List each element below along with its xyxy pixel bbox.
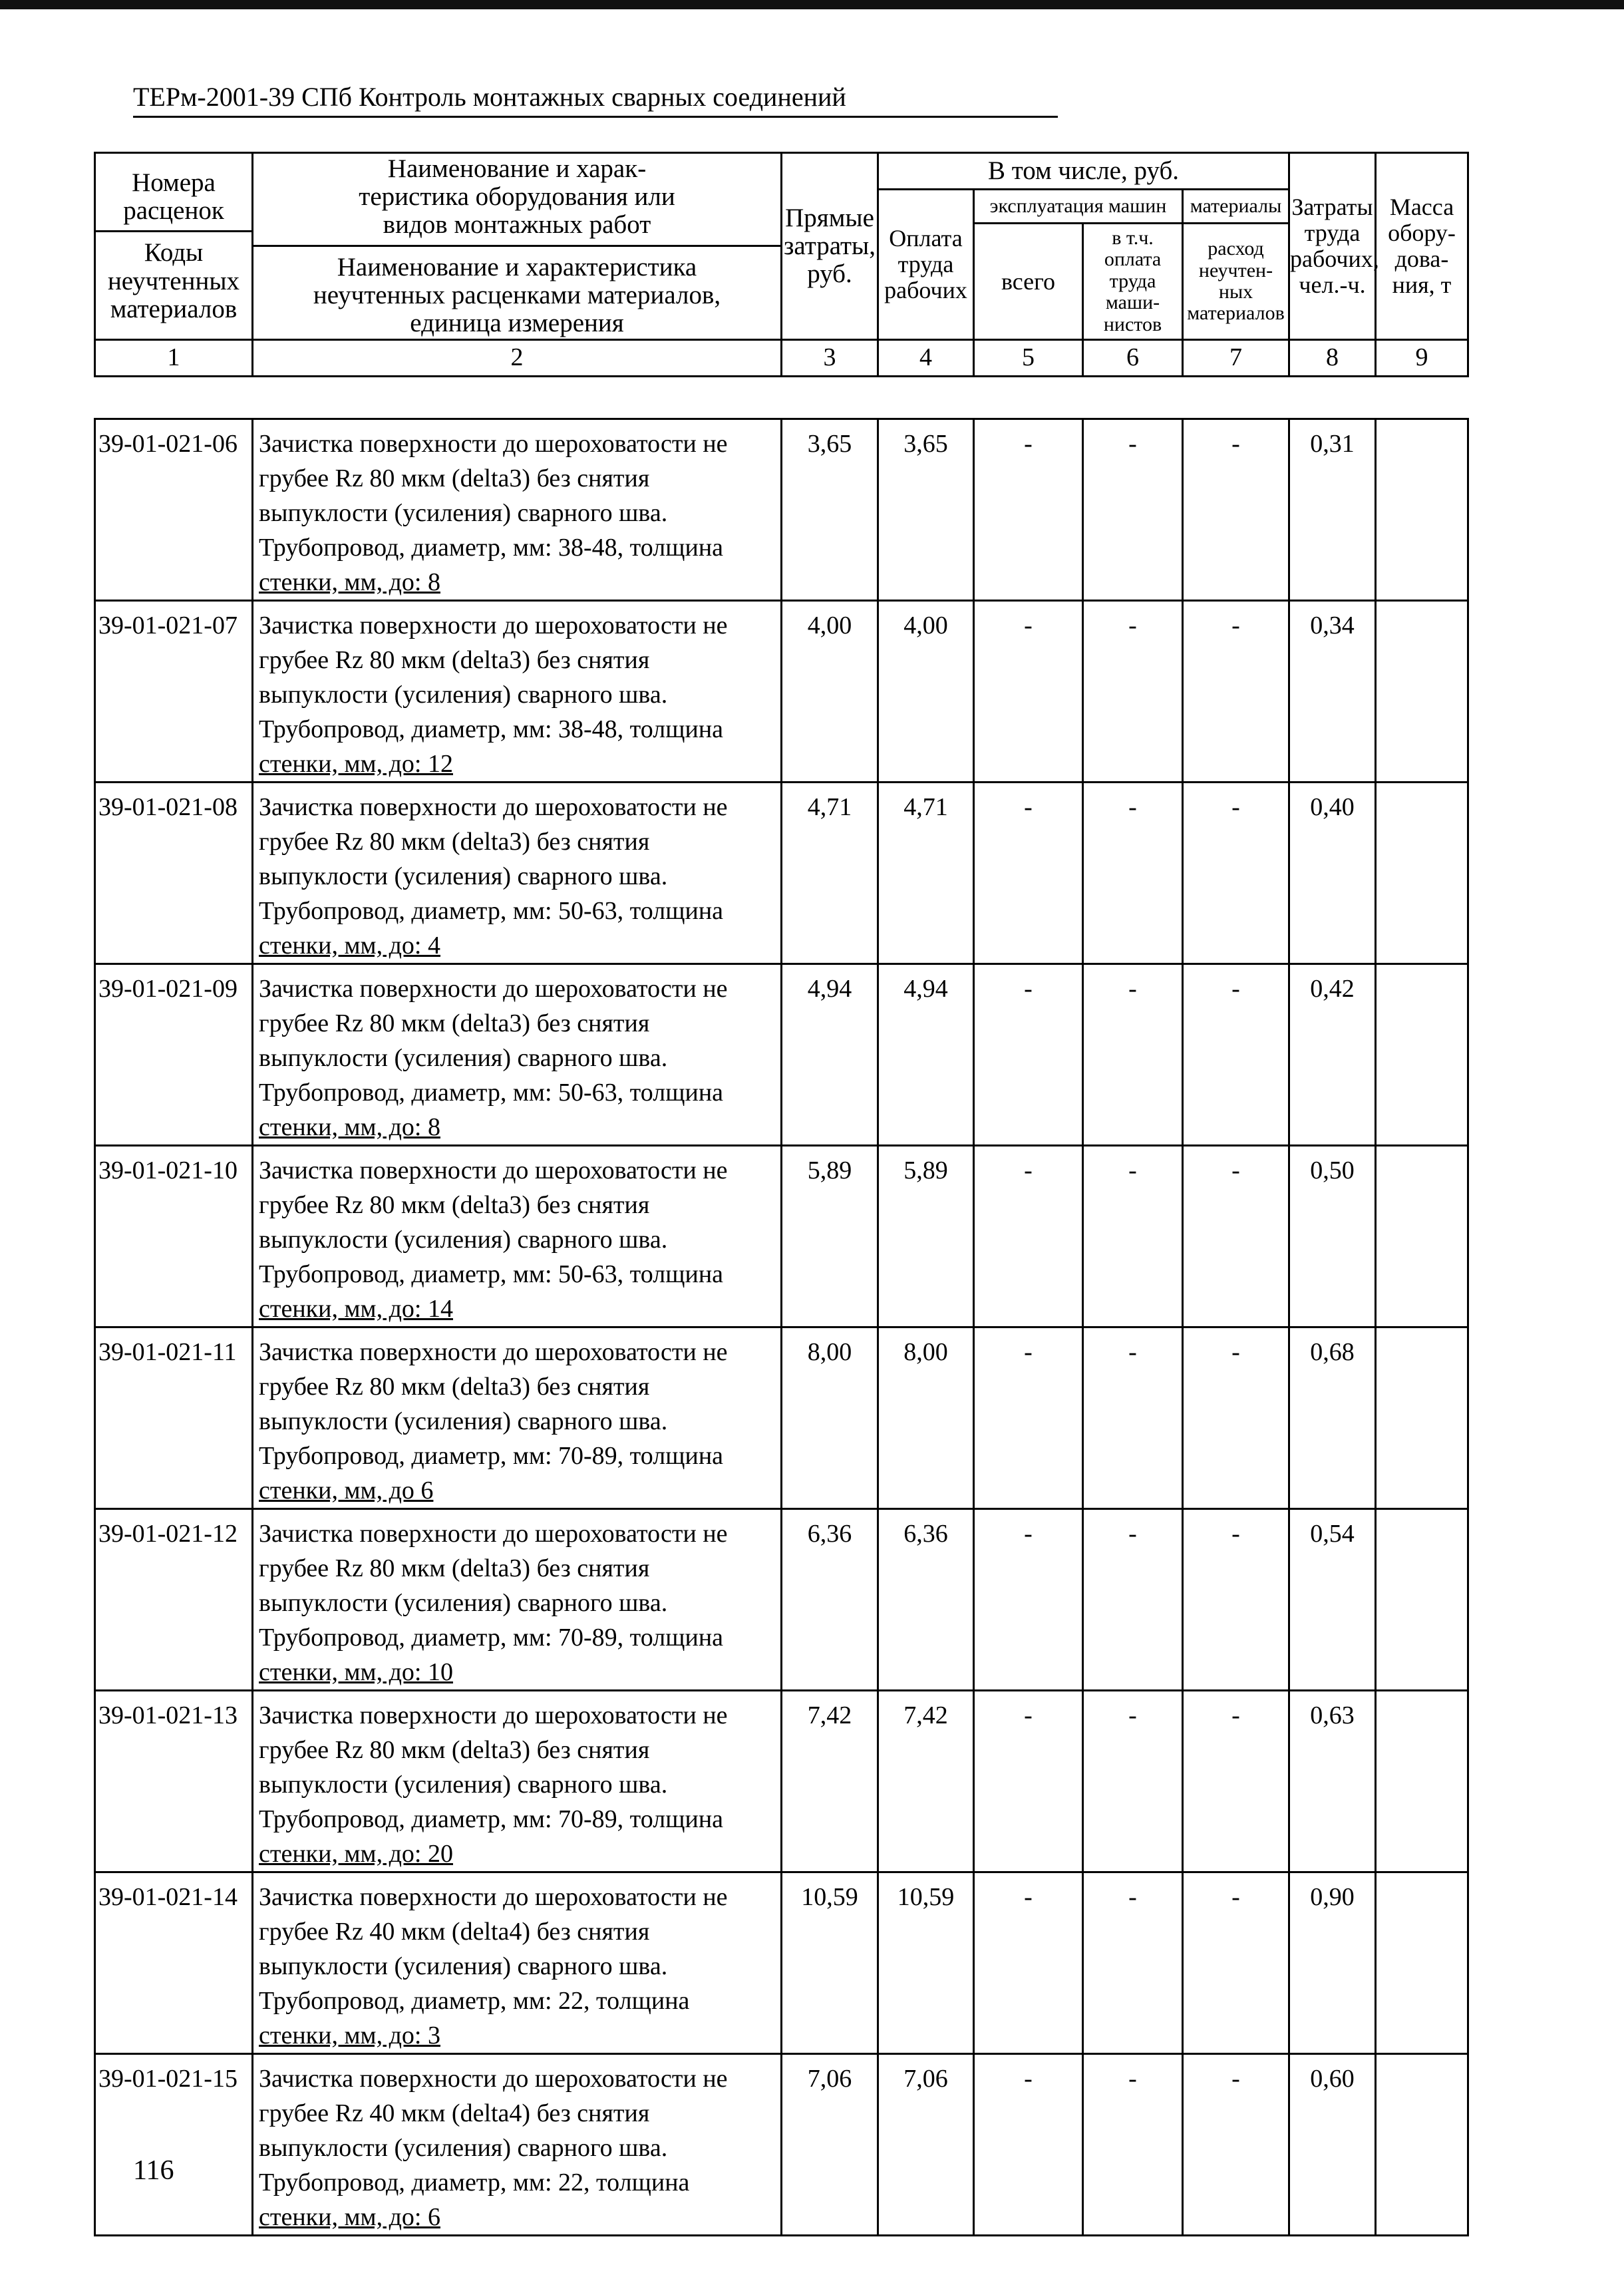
description-line: Трубопровод, диаметр, мм: 50-63, толщина [259,1260,724,1288]
description-line: выпуклости (усиления) сварного шва. [259,681,668,709]
rate-code: 39-01-021-15 [95,2054,253,2236]
description-line: выпуклости (усиления) сварного шва. [259,1044,668,1072]
table-row [95,1509,1468,1691]
materials-cell: - [1183,1691,1289,1872]
labor-hours-cell: 0,90 [1289,1872,1376,2054]
work-description [253,601,782,783]
description-line: Зачистка поверхности до шероховатости не [259,1156,728,1184]
description-line: грубее Rz 80 мкм (delta3) без снятия [259,646,650,674]
description-line: стенки, мм, до: 10 [259,1658,453,1686]
machinist-pay-cell: - [1083,601,1183,783]
mass-cell [1376,964,1468,1146]
description-line: стенки, мм, до: 20 [259,1840,453,1868]
column-number: 1 [95,340,253,377]
labor-hours-cell: 0,34 [1289,601,1376,783]
machines-total-cell: - [974,1509,1083,1691]
description-line: Трубопровод, диаметр, мм: 38-48, толщина [259,715,724,743]
work-description [253,964,782,1146]
table-row [95,964,1468,1146]
description-line: грубее Rz 40 мкм (delta4) без снятия [259,1918,650,1946]
description-line: грубее Rz 80 мкм (delta3) без снятия [259,464,650,492]
description-line: Зачистка поверхности до шероховатости не [259,793,728,821]
description-line: стенки, мм, до: 3 [259,2021,440,2049]
work-description [253,1691,782,1872]
labor-hours-cell: 0,60 [1289,2054,1376,2236]
description-line: Трубопровод, диаметр, мм: 50-63, толщина [259,897,724,925]
description-line: Трубопровод, диаметр, мм: 22, толщина [259,2169,690,2196]
description-line: выпуклости (усиления) сварного шва. [259,1952,668,1980]
machinist-pay-cell: - [1083,1327,1183,1509]
machinist-pay-cell: - [1083,419,1183,601]
labor-pay-cell: 4,71 [878,783,974,964]
description-line: стенки, мм, до: 6 [259,2203,440,2231]
description-line: выпуклости (усиления) сварного шва. [259,499,668,527]
machinist-pay-cell: - [1083,2054,1183,2236]
labor-hours-cell: 0,54 [1289,1509,1376,1691]
header-col-labor-pay: Оплата труда рабочих [878,190,974,340]
machines-total-cell: - [974,419,1083,601]
machinist-pay-cell: - [1083,1146,1183,1327]
description-line: выпуклости (усиления) сварного шва. [259,1771,668,1799]
labor-pay-cell: 8,00 [878,1327,974,1509]
description-line: грубее Rz 80 мкм (delta3) без снятия [259,1554,650,1582]
mass-cell [1376,1509,1468,1691]
description-line: выпуклости (усиления) сварного шва. [259,1226,668,1254]
machinist-pay-cell: - [1083,1509,1183,1691]
header-materials-group: материалы [1183,190,1289,224]
materials-cell: - [1183,1872,1289,2054]
rate-code: 39-01-021-08 [95,783,253,964]
description-line: Трубопровод, диаметр, мм: 70-89, толщина [259,1442,724,1470]
rate-code: 39-01-021-07 [95,601,253,783]
table-row [95,1691,1468,1872]
description-line: выпуклости (усиления) сварного шва. [259,862,668,890]
labor-pay-cell: 7,06 [878,2054,974,2236]
work-description [253,1146,782,1327]
labor-hours-cell: 0,31 [1289,419,1376,601]
description-line: грубее Rz 40 мкм (delta4) без снятия [259,2099,650,2127]
description-line: Зачистка поверхности до шероховатости не [259,612,728,639]
description-line: Трубопровод, диаметр, мм: 38-48, толщина [259,534,724,562]
rates-table [94,418,1469,2236]
description-line: грубее Rz 80 мкм (delta3) без снятия [259,1373,650,1401]
column-number: 2 [253,340,782,377]
table-row [95,783,1468,964]
direct-cost-cell: 4,00 [782,601,878,783]
description-line: Зачистка поверхности до шероховатости не [259,430,728,458]
description-line: Зачистка поверхности до шероховатости не [259,975,728,1003]
labor-pay-cell: 5,89 [878,1146,974,1327]
table-row [95,601,1468,783]
materials-cell: - [1183,601,1289,783]
header-machines-group: эксплуатация машин [974,190,1183,224]
header-group-including: В том числе, руб. [878,153,1289,190]
description-line: Зачистка поверхности до шероховатости не [259,1701,728,1729]
machines-total-cell: - [974,783,1083,964]
materials-cell: - [1183,419,1289,601]
table-row [95,1872,1468,2054]
work-description [253,1509,782,1691]
rate-code: 39-01-021-06 [95,419,253,601]
labor-pay-cell: 6,36 [878,1509,974,1691]
mass-cell [1376,601,1468,783]
labor-hours-cell: 0,68 [1289,1327,1376,1509]
mass-cell [1376,1872,1468,2054]
direct-cost-cell: 3,65 [782,419,878,601]
description-line: Трубопровод, диаметр, мм: 70-89, толщина [259,1624,724,1652]
rate-code: 39-01-021-09 [95,964,253,1146]
direct-cost-cell: 10,59 [782,1872,878,2054]
header-col-machinist-pay: в т.ч. оплата труда маши- нистов [1083,224,1183,340]
machines-total-cell: - [974,2054,1083,2236]
column-number: 8 [1289,340,1376,377]
description-line: грубее Rz 80 мкм (delta3) без снятия [259,1009,650,1037]
description-line: Зачистка поверхности до шероховатости не [259,1338,728,1366]
machines-total-cell: - [974,1691,1083,1872]
description-line: Трубопровод, диаметр, мм: 22, толщина [259,1987,690,2015]
work-description [253,1872,782,2054]
description-line: грубее Rz 80 мкм (delta3) без снятия [259,1191,650,1219]
labor-hours-cell: 0,50 [1289,1146,1376,1327]
machines-total-cell: - [974,1327,1083,1509]
mass-cell [1376,783,1468,964]
labor-pay-cell: 7,42 [878,1691,974,1872]
description-line: стенки, мм, до: 14 [259,1295,453,1323]
description-line: Зачистка поверхности до шероховатости не [259,1520,728,1548]
work-description [253,419,782,601]
column-number: 9 [1376,340,1468,377]
mass-cell [1376,1691,1468,1872]
machinist-pay-cell: - [1083,783,1183,964]
description-line: выпуклости (усиления) сварного шва. [259,2134,668,2162]
materials-cell: - [1183,783,1289,964]
mass-cell [1376,419,1468,601]
description-line: Трубопровод, диаметр, мм: 70-89, толщина [259,1805,724,1833]
header-col-machines-total: всего [974,224,1083,340]
description-line: выпуклости (усиления) сварного шва. [259,1407,668,1435]
table-row [95,419,1468,601]
description-line: стенки, мм, до 6 [259,1477,434,1504]
materials-cell: - [1183,964,1289,1146]
table-header [94,152,1469,377]
description-line: выпуклости (усиления) сварного шва. [259,1589,668,1617]
rate-code: 39-01-021-11 [95,1327,253,1509]
materials-cell: - [1183,1146,1289,1327]
mass-cell [1376,2054,1468,2236]
machinist-pay-cell: - [1083,964,1183,1146]
work-description [253,2054,782,2236]
header-col-mass: Масса обору- дова- ния, т [1376,153,1468,340]
labor-hours-cell: 0,63 [1289,1691,1376,1872]
description-line: грубее Rz 80 мкм (delta3) без снятия [259,1736,650,1764]
direct-cost-cell: 5,89 [782,1146,878,1327]
column-number: 4 [878,340,974,377]
description-line: стенки, мм, до: 8 [259,568,440,596]
running-header: ТЕРм-2001-39 СПб Контроль монтажных сварных соединений [133,79,1058,118]
mass-cell [1376,1146,1468,1327]
column-number: 7 [1183,340,1289,377]
header-col-labor-hours: Затраты труда рабочих, чел.-ч. [1289,153,1376,340]
header-col-direct-costs: Прямые затраты, руб. [782,153,878,340]
description-line: стенки, мм, до: 8 [259,1113,440,1141]
labor-pay-cell: 4,94 [878,964,974,1146]
description-line: Зачистка поверхности до шероховатости не [259,2065,728,2093]
work-description [253,783,782,964]
work-description [253,1327,782,1509]
direct-cost-cell: 7,06 [782,2054,878,2236]
direct-cost-cell: 4,94 [782,964,878,1146]
description-line: Трубопровод, диаметр, мм: 50-63, толщина [259,1079,724,1107]
column-numbers-row [95,340,1468,377]
machines-total-cell: - [974,1872,1083,2054]
machines-total-cell: - [974,601,1083,783]
column-number: 6 [1083,340,1183,377]
direct-cost-cell: 4,71 [782,783,878,964]
rate-code: 39-01-021-14 [95,1872,253,2054]
labor-pay-cell: 3,65 [878,419,974,601]
materials-cell: - [1183,2054,1289,2236]
page-number: 116 [133,2155,174,2186]
direct-cost-cell: 7,42 [782,1691,878,1872]
labor-pay-cell: 10,59 [878,1872,974,2054]
header-col-unaccounted-materials: расход неучтен- ных материалов [1183,224,1289,340]
header-col-codes: Номера расценок Коды неучтенных материалов [95,153,253,340]
description-line: грубее Rz 80 мкм (delta3) без снятия [259,828,650,856]
description-line: стенки, мм, до: 4 [259,932,440,960]
description-line: стенки, мм, до: 12 [259,750,453,778]
rate-code: 39-01-021-10 [95,1146,253,1327]
description-line: Зачистка поверхности до шероховатости не [259,1883,728,1911]
labor-hours-cell: 0,40 [1289,783,1376,964]
machines-total-cell: - [974,1146,1083,1327]
header-col-name: Наименование и харак- теристика оборудования или видов монтажных работ Наименование и характеристика неучтенных расценками материалов, единица измерения [253,153,782,340]
labor-pay-cell: 4,00 [878,601,974,783]
column-number: 5 [974,340,1083,377]
machinist-pay-cell: - [1083,1872,1183,2054]
direct-cost-cell: 6,36 [782,1509,878,1691]
column-number: 3 [782,340,878,377]
labor-hours-cell: 0,42 [1289,964,1376,1146]
rate-code: 39-01-021-12 [95,1509,253,1691]
materials-cell: - [1183,1509,1289,1691]
table-row [95,2054,1468,2236]
page-top-rule [0,0,1624,9]
rate-code: 39-01-021-13 [95,1691,253,1872]
machinist-pay-cell: - [1083,1691,1183,1872]
machines-total-cell: - [974,964,1083,1146]
direct-cost-cell: 8,00 [782,1327,878,1509]
mass-cell [1376,1327,1468,1509]
table-row [95,1146,1468,1327]
table-row [95,1327,1468,1509]
materials-cell: - [1183,1327,1289,1509]
